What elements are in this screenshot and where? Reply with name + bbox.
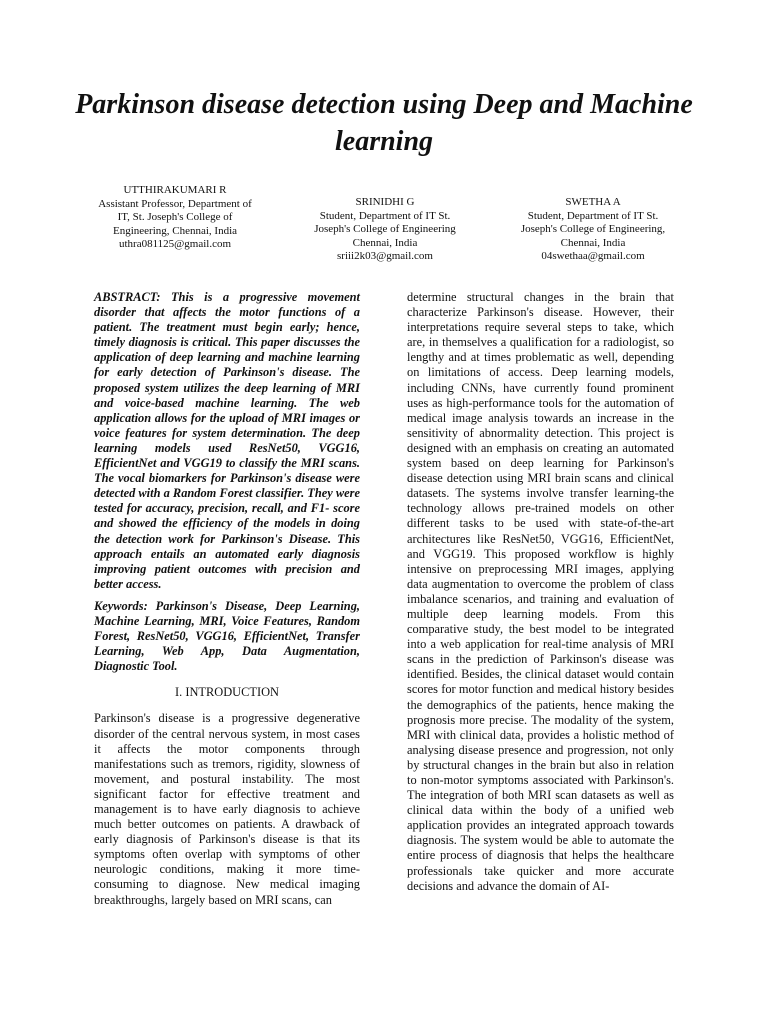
author-block-3 xyxy=(498,196,688,264)
author-email: uthra081125@gmail.com xyxy=(118,238,232,251)
introduction-paragraph-right: determine structural changes in the brain that characterize Parkinson's disease. However, their interpretations require several steps to take, which are, in themselves a qualification for a radiologist, so lengthy and at times problematic as well, depending on limitations of access. Deep learning models, including CNNs, have currently found prominent uses as high-performance tools for the automation of medical image analysis towards an increase in the sensitivity of abnormality detection. This project is designed with an emphasis on creating an automated system based on deep learning for Parkinson's disease detection using MRI brain scans and clinical datasets. The systems involve transfer learning-the technology allows pre-trained models on other different tasks to be used with state-of-the-art architectures like ResNet50, VGG16, EfficientNet, and VGG19. This proposed workflow is highly intensive on preprocessing MRI images, applying data augmentation to overcome the problem of class imbalance scenarios, and training and evaluation of multiple deep learning models. From this comparative study, the best model to be integrated into a web application for real-time analysis of MRI scans in the prediction of Parkinson's disease was identified. Besides, the clinical dataset would contain scores for motor function and medical history besides the demographics of the patients, hence making the prognosis more precise. The modality of the system, MRI with clinical data, provides a holistic method of analysing disease presence and progression, not only by structural changes in the brain but also in relation to non-motor symptoms associated with Parkinson's. The integration of both MRI scan datasets as well as clinical data within the body of a unified web application provides an integrated approach towards diagnosis. The system would be able to automate the entire process of diagnosis that helps the healthcare professionals take quicker and more accurate decisions and advance the domain of AI- xyxy=(407,290,674,893)
author-affiliation-line: Student, Department of IT St. xyxy=(527,209,659,222)
left-column xyxy=(94,290,360,908)
author-affiliation-line: IT, St. Joseph's College of xyxy=(117,211,233,224)
author-affiliation-line: Chennai, India xyxy=(560,236,626,249)
author-affiliation-line: Engineering, Chennai, India xyxy=(112,224,238,237)
author-affiliation-line: Joseph's College of Engineering xyxy=(314,223,456,236)
keywords-paragraph: Keywords: Parkinson's Disease, Deep Learning, Machine Learning, MRI, Voice Features, Random Forest, ResNet50, VGG16, EfficientNet, Transfer Learning, Web App, Data Augmentation, Diagnostic Tool. xyxy=(94,598,360,674)
right-column xyxy=(407,290,674,894)
author-email: 04swethaa@gmail.com xyxy=(541,250,645,263)
author-affiliation-line: Chennai, India xyxy=(352,236,418,249)
abstract-paragraph: ABSTRACT: This is a progressive movement disorder that affects the motor functions of a patient. The treatment must begin early; hence, timely diagnosis is critical. This paper discusses the application of deep learning and machine learning for early detection of Parkinson's disease. The proposed system utilizes the deep learning of MRI and voice-based machine learning. The web application allows for the upload of MRI images or voice features for system determination. The deep learning models used ResNet50, VGG16, EfficientNet and VGG19 to classify the MRI scans. The vocal biomarkers for Parkinson's disease were detected with a Random Forest classifier. They were tested for accuracy, precision, recall, and F1- score and showed the efficiency of the models in doing the detection work for Parkinson's Disease. This approach entails an automated early diagnosis improving patient outcomes with precision and better access. xyxy=(94,290,360,591)
author-name: UTTHIRAKUMARI R xyxy=(123,184,227,196)
introduction-paragraph-left: Parkinson's disease is a progressive degenerative disorder of the central nervous system, in most cases it affects the motor components through manifestations such as tremors, rigidity, slowness of movement, and postural instability. The most significant factor for effective treatment and management is to have early diagnosis to achieve much better outcomes on patients. A drawback of early diagnosis of Parkinson's disease is that its symptoms often overlap with symptoms of other neurologic conditions, making it more time-consuming to diagnose. New medical imaging breakthroughs, largely based on MRI scans, can xyxy=(94,711,360,907)
paper-title: Parkinson disease detection using Deep and Machine learning xyxy=(75,89,693,157)
author-name: SWETHA A xyxy=(565,196,621,208)
section-heading-introduction: I. INTRODUCTION xyxy=(175,685,279,700)
author-email: sriii2k03@gmail.com xyxy=(337,250,433,263)
author-affiliation-line: Student, Department of IT St. xyxy=(319,209,451,222)
author-name: SRINIDHI G xyxy=(355,196,415,208)
author-block-2 xyxy=(290,196,480,264)
author-affiliation-line: Joseph's College of Engineering, xyxy=(520,223,666,236)
author-block-1 xyxy=(80,184,270,252)
author-affiliation-line: Assistant Professor, Department of xyxy=(98,197,252,210)
